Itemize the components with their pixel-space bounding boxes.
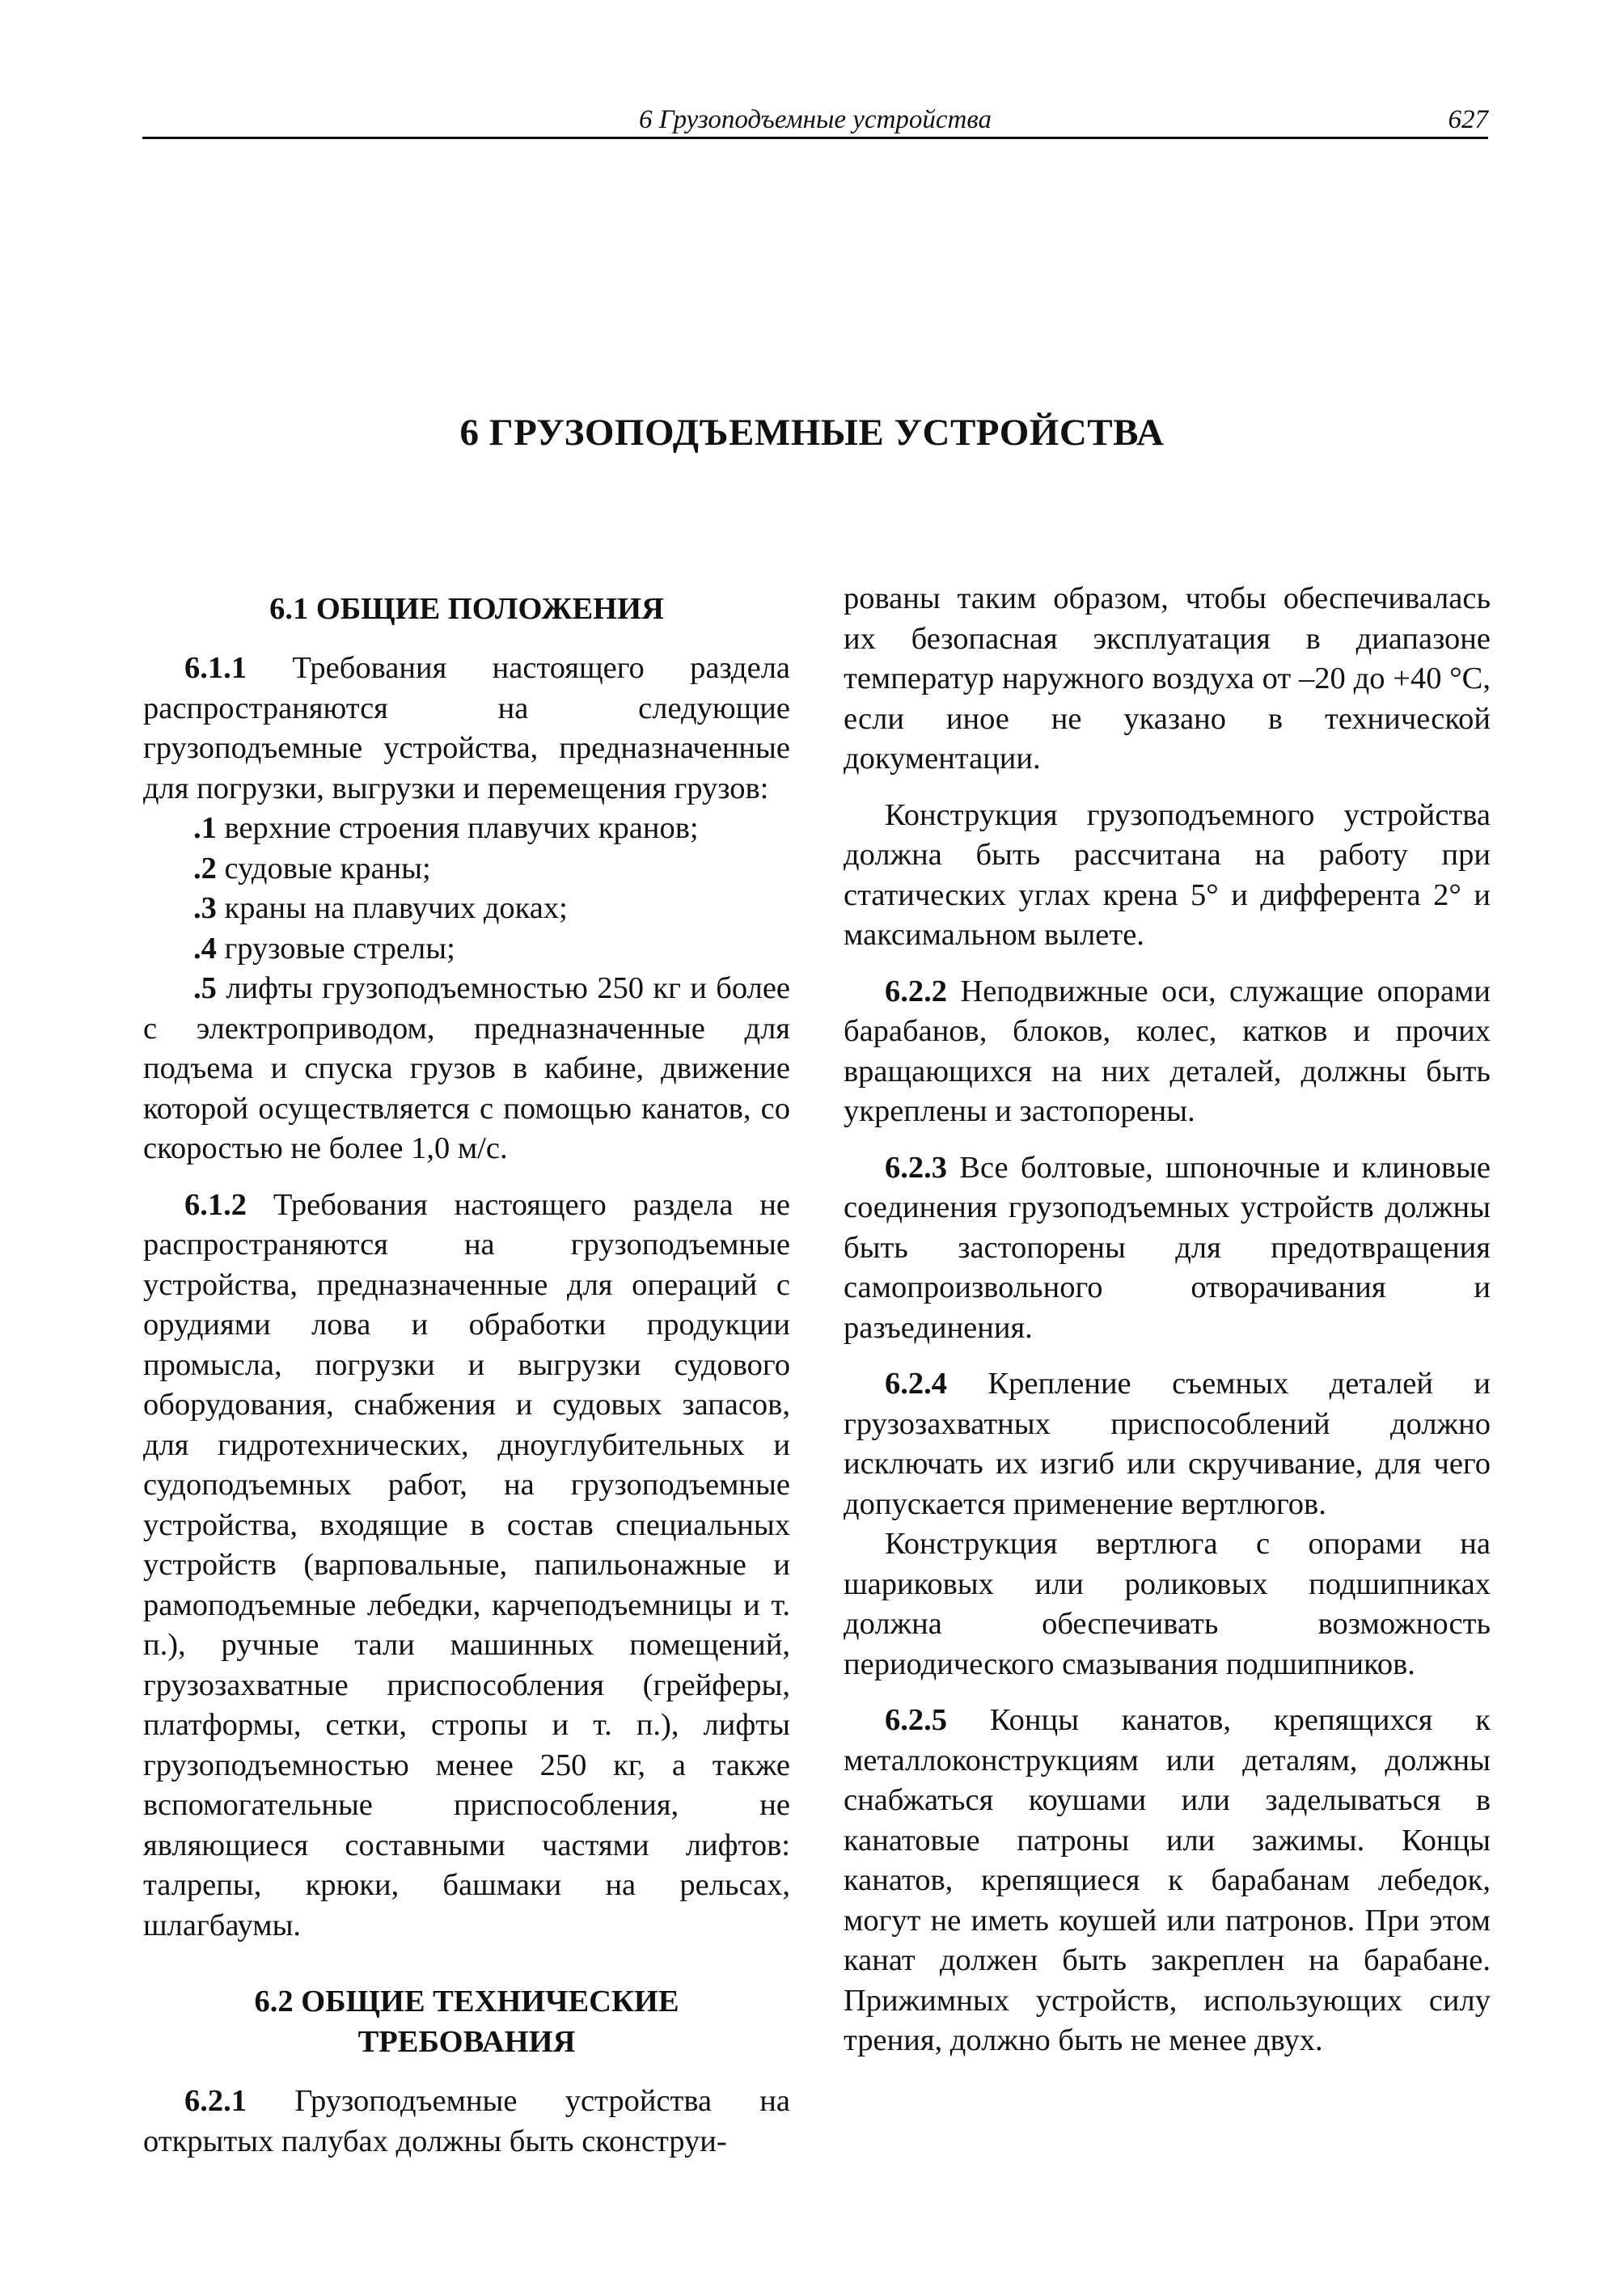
page-number: 627: [1448, 105, 1488, 134]
list-item: .1 верхние строения плавучих кранов;: [193, 811, 699, 845]
paragraph-6-2-4-second: Конструкция вертлюга с опорами на шариковых или роликовых подшипниках должна обеспечивать возможность периодического смазывания подшипников.: [844, 1527, 1491, 1681]
clause-number: 6.2.3: [885, 1150, 947, 1185]
header-section-title: 6 Грузоподъемные устройства: [639, 105, 992, 134]
clause-number: 6.2.2: [885, 974, 947, 1008]
clause-number: 6.2.5: [885, 1703, 947, 1737]
item-number: .4: [193, 931, 217, 966]
list-item: .5 лифты грузоподъемностью 250 кг и более с электроприводом, предназначенные для подъема и спуска грузов в кабине, движение которой осуществляется с помощью канатов, со скоростью не более 1,0 м/с.: [143, 971, 790, 1165]
section-6-1-title: 6.1 ОБЩИЕ ПОЛОЖЕНИЯ: [269, 592, 664, 626]
chapter-title: 6 ГРУЗОПОДЪЕМНЫЕ УСТРОЙСТВА: [459, 412, 1165, 454]
right-column: [844, 579, 1491, 2061]
running-header: [142, 104, 1488, 139]
clause-number: 6.1.2: [184, 1187, 247, 1222]
list-item: .3 краны на плавучих доках;: [193, 891, 568, 925]
left-column: [143, 579, 790, 2162]
paragraph-6-2-1-continued: рованы таким образом, чтобы обеспечивалась их безопасная эксплуатация в диапазоне температур наружного воздуха от –20 до +40 °С, если иное не указано в технической документации.: [844, 581, 1491, 776]
item-number: .5: [193, 971, 217, 1005]
item-number: .1: [193, 811, 217, 845]
clause-number: 6.2.1: [184, 2084, 247, 2118]
paragraph-6-2-4: 6.2.4 Крепление съемных деталей и грузозахватных приспособлений должно исключать их изгиб или скручивание, для чего допускается применение вертлюгов.: [844, 1367, 1491, 1521]
paragraph-6-2-5: 6.2.5 Концы канатов, крепящихся к металлоконструкциям или деталям, должны снабжаться коушами или заделываться в канатовые патроны или зажимы. Концы канатов, крепящиеся к барабанам лебедок, могут не иметь коушей или патронов. При этом канат должен быть закреплен на барабане. Прижимных устройств, использующих силу трения, должно быть не менее двух.: [844, 1703, 1491, 2057]
item-number: .2: [193, 851, 217, 886]
list-item: .2 судовые краны;: [193, 851, 431, 886]
paragraph-6-2-2: 6.2.2 Неподвижные оси, служащие опорами барабанов, блоков, колес, катков и прочих вращающихся на них деталей, должны быть укреплены и застопорены.: [844, 974, 1491, 1128]
paragraph-6-1-2: 6.1.2 Требования настоящего раздела не распространяются на грузоподъемные устройства, предназначенные для операций с орудиями лова и обработки продукции промысла, погрузки и выгрузки судового оборудования, снабжения и судовых запасов, для гидротехнических, дноуглубительных и судоподъемных работ, на грузоподъемные устройства, входящие в состав специальных устройств (варповальные, папильонажные и рамоподъемные лебедки, карчеподъемницы и т. п.), ручные тали машинных помещений, грузозахватные приспособления (грейферы, платформы, сетки, стропы и т. п.), лифты грузоподъемностью менее 250 кг, а также вспомогательные приспособления, не являющиеся составными частями лифтов: талрепы, крюки, башмаки на рельсах, шлагбаумы.: [143, 1187, 790, 1942]
section-6-2-title-line1: 6.2 ОБЩИЕ ТЕХНИЧЕСКИЕ: [254, 1985, 679, 2018]
paragraph-6-2-3: 6.2.3 Все болтовые, шпоночные и клиновые соединения грузоподъемных устройств должны быть застопорены для предотвращения самопроизвольного отворачивания и разъединения.: [844, 1150, 1491, 1345]
paragraph-6-2-1: 6.2.1 Грузоподъемные устройства на открытых палубах должны быть сконструи-: [143, 2084, 790, 2158]
list-item: .4 грузовые стрелы;: [193, 931, 455, 966]
clause-number: 6.1.1: [184, 651, 247, 685]
section-6-2-title: [143, 1981, 790, 2062]
paragraph-6-1-1: 6.1.1 Требования настоящего раздела распространяются на следующие грузоподъемные устройства, предназначенные для погрузки, выгрузки и перемещения грузов:: [143, 651, 790, 805]
paragraph-6-2-1-second: Конструкция грузоподъемного устройства должна быть рассчитана на работу при статических углах крена 5° и дифферента 2° и максимальном вылете.: [844, 797, 1491, 952]
item-number: .3: [193, 891, 217, 925]
clause-number: 6.2.4: [885, 1367, 947, 1401]
section-6-2-title-line2: ТРЕБОВАНИЯ: [357, 2025, 576, 2059]
